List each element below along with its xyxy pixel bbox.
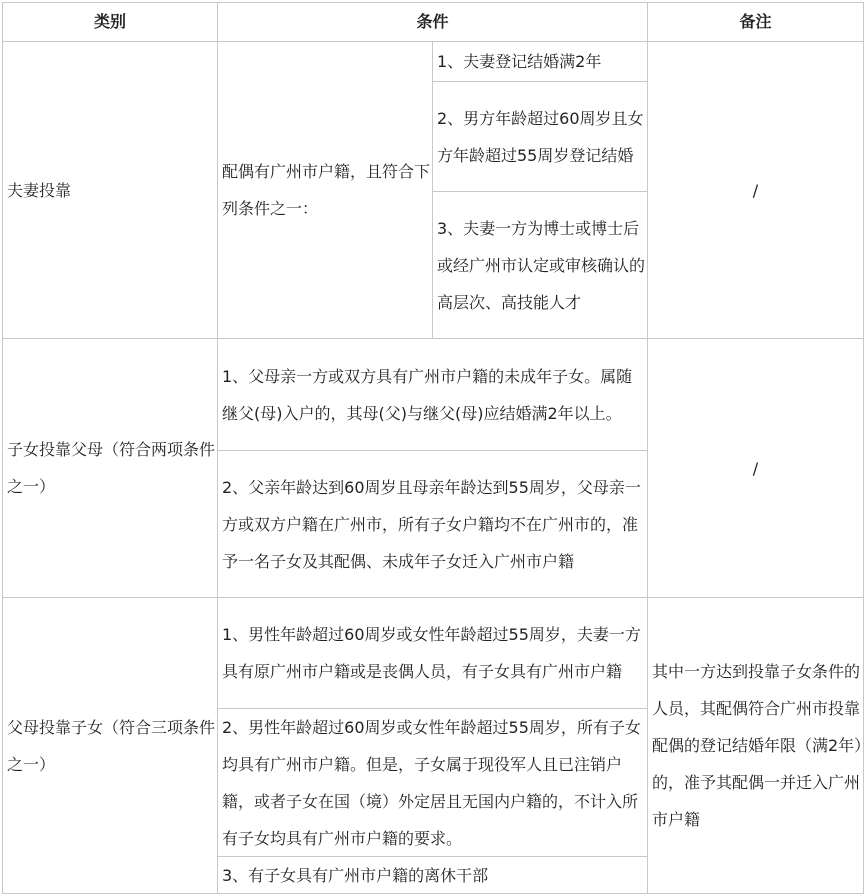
row3-condition-3-text: 3、有子女具有广州市户籍的离休干部	[222, 865, 489, 885]
row1-category-text: 夫妻投靠	[7, 180, 72, 200]
row2-condition-2	[217, 450, 648, 598]
row2-category	[2, 338, 218, 598]
row3-category	[2, 597, 218, 894]
row1-condition-1	[432, 41, 648, 82]
row1-condition-intro-text: 配偶有广州市户籍，且符合下列条件之一：	[222, 162, 431, 218]
row3-condition-1	[217, 597, 648, 709]
row1-note	[647, 41, 864, 339]
row1-condition-3	[432, 191, 648, 339]
header-condition	[217, 2, 648, 42]
row2-category-text: 子女投靠父母（符合两项条件之一）	[7, 440, 216, 496]
row1-category	[2, 41, 218, 339]
row2-condition-1-text: 1、父母亲一方或双方具有广州市户籍的未成年子女。属随继父(母)入户的，其母(父)与继父(母)应结婚满2年以上。	[222, 366, 633, 423]
row3-condition-2	[217, 708, 648, 857]
row1-condition-3-text: 3、夫妻一方为博士或博士后或经广州市认定或审核确认的高层次、高技能人才	[437, 218, 646, 312]
header-note	[647, 2, 864, 42]
row2-condition-1	[217, 338, 648, 451]
header-category-label: 类别	[93, 12, 126, 31]
row3-note	[647, 597, 864, 894]
header-note-label: 备注	[739, 12, 772, 31]
row1-note-text: /	[752, 180, 759, 200]
row3-condition-2-text: 2、男性年龄超过60周岁或女性年龄超过55周岁，所有子女均具有广州市户籍。但是，子女属于现役军人且已注销户籍，或者子女在国（境）外定居且无国内户籍的，不计入所有子女均具有广州市户籍的要求。	[222, 717, 641, 848]
row2-note	[647, 338, 864, 598]
row1-condition-2-text: 2、男方年龄超过60周岁且女方年龄超过55周岁登记结婚	[437, 108, 644, 165]
row3-category-text: 父母投靠子女（符合三项条件之一）	[7, 717, 216, 774]
row3-condition-3	[217, 856, 648, 894]
row2-note-text: /	[752, 458, 759, 478]
header-category	[2, 2, 218, 42]
row1-condition-intro	[217, 41, 433, 339]
row3-note-text: 其中一方达到投靠子女条件的人员，其配偶符合广州市投靠配偶的登记结婚年限（满2年）的，准予其配偶一并迁入广州市户籍	[652, 662, 863, 829]
header-condition-label: 条件	[416, 12, 449, 31]
row1-condition-1-text: 1、夫妻登记结婚满2年	[437, 52, 602, 71]
row1-condition-2	[432, 81, 648, 192]
row3-condition-1-text: 1、男性年龄超过60周岁或女性年龄超过55周岁，夫妻一方具有原广州市户籍或是丧偶人员，有子女具有广州市户籍	[222, 625, 641, 681]
row2-condition-2-text: 2、父亲年龄达到60周岁且母亲年龄达到55周岁，父母亲一方或双方户籍在广州市，所有子女户籍均不在广州市的，准予一名子女及其配偶、未成年子女迁入广州市户籍	[222, 477, 641, 571]
